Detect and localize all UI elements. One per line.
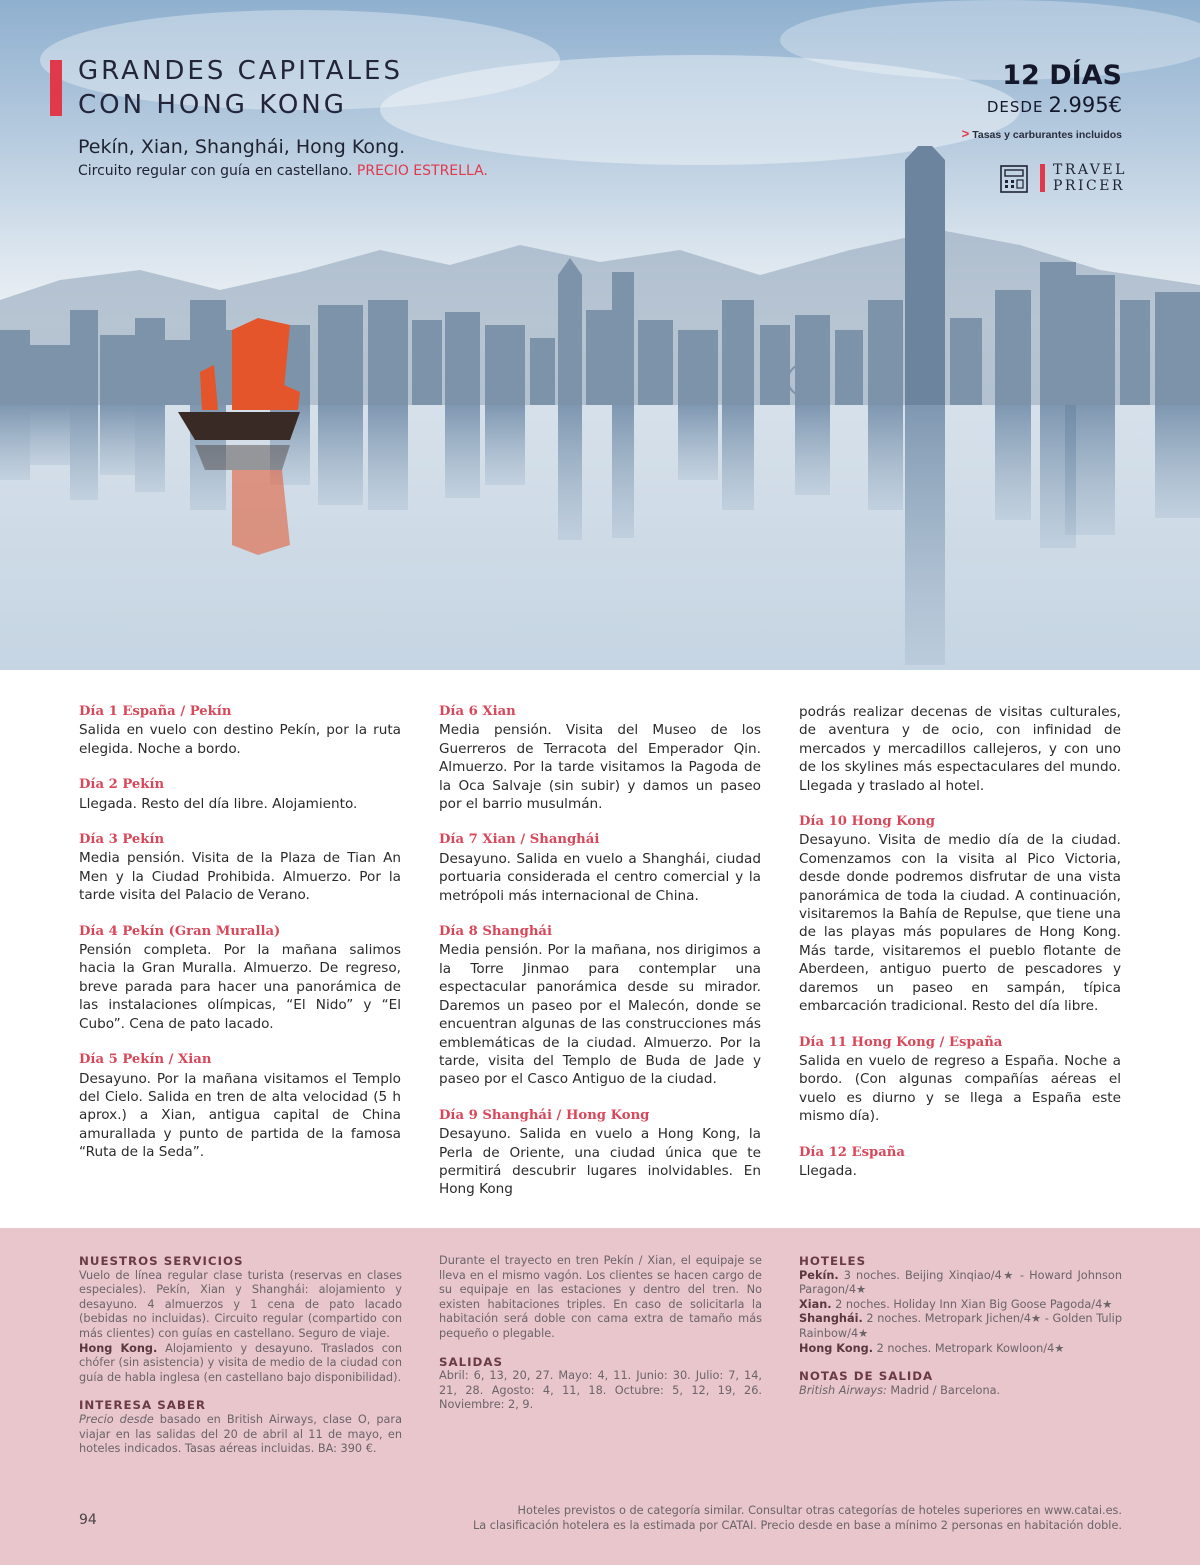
chevron-right-icon: > [961,126,970,141]
itinerary-day [79,776,401,813]
travel-pricer-accent-bar [1040,164,1045,192]
day-text: Media pensión. Por la mañana, nos dirigimos a la Torre Jinmao para contemplar una espectacular panorámica desde su mirador. Daremos un paseo por el Malecón, donde se encuentran algunas de las construcciones más emblemáticas de la ciudad. Almuerzo. Por la tarde, visita del Templo de Buda de Jade y paseo por el Casco Antiguo de la ciudad. [439,942,761,1088]
interesa-saber-text [79,1413,402,1457]
page-title-line2: CON HONG KONG [78,90,347,120]
itinerary-day [79,923,401,1033]
travel-pricer-logo-line2: PRICER [1053,178,1125,194]
route-subtitle: Pekín, Xian, Shanghái, Hong Kong. [78,136,406,158]
itinerary-day [79,703,401,758]
salidas-dates: Abril: 6, 13, 20, 27. Mayo: 4, 11. Junio: 30. Julio: 7, 14, 21, 28. Agosto: 4, 11, 18. Octubre: 5, 12, 19, 26. Noviembre: 2, 9. [439,1369,762,1412]
notas-salida-heading: NOTAS DE SALIDA [799,1369,934,1384]
footer-note-line1: Hoteles previstos o de categoría similar. Consultar otras categorías de hoteles superiores en www.catai.es. [517,1504,1122,1517]
day-text: Media pensión. Visita de la Plaza de Tian An Men y la Ciudad Prohibida. Almuerzo. Por la tarde visita del Palacio de Verano. [79,850,401,904]
luggage-note: Durante el trayecto en tren Pekín / Xian, el equipaje se lleva en el mismo vagón. Los clientes se hacen cargo de su equipaje en las estaciones y dentro del tren. No existen habitaciones triples. En caso de solicitarla la habitación será doble con cama extra de tamaño más pequeño o plegable. [439,1254,762,1340]
interesa-body: basado en British Airways, clase O, para viajar en las salidas del 20 de abril al 11 de mayo, en hoteles indicados. Tasas aéreas incluidas. BA: 390 €. [79,1412,402,1456]
title-accent-bar [50,60,62,116]
day-title: Día 11 Hong Kong / España [799,1034,1003,1050]
hong-kong-label: Hong Kong. [79,1341,158,1355]
itinerary-day [799,1034,1121,1126]
day-title: Día 5 Pekín / Xian [79,1052,212,1068]
hong-kong-services [79,1342,402,1386]
day-text: Media pensión. Visita del Museo de los Guerreros de Terracota del Emperador Qin. Almuerzo. Por la tarde visitamos la Pagoda de la Oca Salvaje (sin subir) y damos un paseo por el barrio musulmán. [439,722,761,813]
notas-body: Madrid / Barcelona. [886,1383,1001,1397]
tagline-text: Circuito regular con guía en castellano. [78,163,353,179]
price-prefix: DESDE [986,98,1044,116]
hoteles-heading: HOTELES [799,1254,867,1268]
hotel-city: Pekín. [799,1268,839,1282]
services-column-1 [79,1254,402,1457]
day-text: Desayuno. Por la mañana visitamos el Templo del Cielo. Salida en tren de alta velocidad (5 h aprox.) a Xian, antigua capital de China amurallada y punto de partida de la famosa “Ruta de la Seda”. [79,1070,401,1161]
footer-note [473,1503,1122,1533]
itinerary-day [439,1107,761,1199]
itinerary-column-2 [439,703,761,1217]
day-text: podrás realizar decenas de visitas culturales, de aventura y de ocio, con infinidad de mercados y mercadillos callejeros, y con uno de los skylines más espectaculares del mundo. Llegada y traslado al hotel. [799,704,1121,794]
salidas-heading: SALIDAS [439,1354,503,1369]
itinerary-day [439,923,761,1089]
hotel-detail: 3 noches. Beijing Xinqiao/4★ - Howard Johnson Paragon/4★ [799,1268,1122,1297]
day-title: Día 2 Pekín [79,777,165,793]
travel-pricer-logo-line1: TRAVEL [1053,162,1127,178]
trip-duration: 12 DÍAS [1002,60,1122,91]
day-title: Día 1 España / Pekín [79,704,232,719]
itinerary-day [799,813,1121,1015]
day-title: Día 8 Shanghái [439,924,552,940]
nuestros-servicios-text: Vuelo de línea regular clase turista (reservas en clases especiales). Pekín, Xian y Shanghái: alojamiento y desayuno. 4 almuerzos y 1 cena de pato lacado (bebidas no incluidas). Circuito regular (compartido con más clientes) con guías en castellano. Seguro de viaje. [79,1268,402,1340]
hotel-entry [799,1342,1122,1357]
day-text: Desayuno. Salida en vuelo a Hong Kong, la Perla de Oriente, una ciudad única que te permitirá descubrir lugares inolvidables. En Hong Kong [439,1126,761,1198]
day-text: Salida en vuelo de regreso a España. Noche a bordo. (Con algunas compañías aéreas el vuelo es diurno y se llega a España este mismo día). [799,1052,1121,1125]
hotel-detail: 2 noches. Metropark Kowloon/4★ [873,1341,1065,1355]
itinerary-day [799,1144,1121,1181]
itinerary-day-continued [799,703,1121,795]
day-text: Desayuno. Salida en vuelo a Shanghái, ciudad portuaria considerada el centro comercial y la metrópoli más internacional de China. [439,850,761,904]
hotel-entry [799,1269,1122,1298]
tour-tagline [78,163,488,179]
day-text: Desayuno. Visita de medio día de la ciudad. Comenzamos con la visita al Pico Victoria, desde donde podremos disfrutar de una vista panorámica de toda la ciudad. A continuación, visitaremos la Bahía de Repulse, que tiene una de las playas más populares de Hong Kong. Más tarde, visitaremos el pueblo flotante de Aberdeen, antiguo puerto de pescadores y daremos un paseo en sampán, típica embarcación tradicional. Resto del día libre. [799,832,1121,1015]
day-text: Salida en vuelo con destino Pekín, por la ruta elegida. Noche a bordo. [79,722,401,757]
footer-note-line2: La clasificación hotelera es la estimada por CATAI. Precio desde en base a mínimo 2 personas en habitación doble. [473,1519,1122,1532]
price-value: 2.995€ [1048,93,1122,117]
notas-salida-text [799,1384,1122,1399]
taxes-note [962,126,1122,141]
day-text: Pensión completa. Por la mañana salimos hacia la Gran Muralla. Almuerzo. De regreso, breve parada para hacer una panorámica de las instalaciones olímpicas, “El Nido” y “El Cubo”. Cena de pato lacado. [79,942,401,1032]
day-title: Día 10 Hong Kong [799,814,935,830]
interesa-saber-heading: INTERESA SABER [79,1398,207,1413]
hong-kong-text: Alojamiento y desayuno. Traslados con chófer (sin asistencia) y visita de medio de la ciudad con guía de habla inglesa (en castellano bajo disponibilidad). [79,1341,402,1384]
interesa-italic: Precio desde [79,1412,154,1426]
price-block [987,93,1122,117]
day-title: Día 4 Pekín (Gran Muralla) [79,923,281,939]
services-column-3 [799,1254,1122,1398]
hotel-city: Xian. [799,1297,832,1311]
hotel-detail: 2 noches. Holiday Inn Xian Big Goose Pagoda/4★ [831,1297,1113,1311]
day-title: Día 6 Xian [439,704,516,719]
hotel-entry [799,1298,1122,1313]
hotel-city: Shanghái. [799,1312,863,1326]
day-text: Llegada. [799,1162,857,1179]
itinerary-day [439,703,761,813]
day-text: Llegada. Resto del día libre. Alojamiento. [79,795,358,812]
hotel-entry [799,1312,1122,1341]
itinerary-day [79,831,401,905]
itinerary-column-3 [799,703,1121,1198]
itinerary-day [79,1051,401,1161]
notas-italic: British Airways: [799,1383,887,1397]
services-column-2 [439,1254,762,1413]
taxes-note-text: Tasas y carburantes incluidos [972,129,1122,141]
hotel-city: Hong Kong. [799,1341,874,1355]
tagline-accent: PRECIO ESTRELLA. [356,163,488,179]
day-title: Día 3 Pekín [79,832,165,848]
page-title-line1: GRANDES CAPITALES [78,56,403,86]
day-title: Día 12 España [799,1144,905,1160]
hotel-detail: 2 noches. Metropark Jichen/4★ - Golden Tulip Rainbow/4★ [799,1312,1122,1340]
day-title: Día 9 Shanghái / Hong Kong [439,1107,650,1123]
nuestros-servicios-heading: NUESTROS SERVICIOS [79,1254,244,1268]
calculator-icon [1000,165,1028,193]
itinerary-day [439,831,761,905]
page-number: 94 [79,1512,97,1528]
itinerary-column-1 [79,703,401,1180]
day-title: Día 7 Xian / Shanghái [439,832,600,848]
